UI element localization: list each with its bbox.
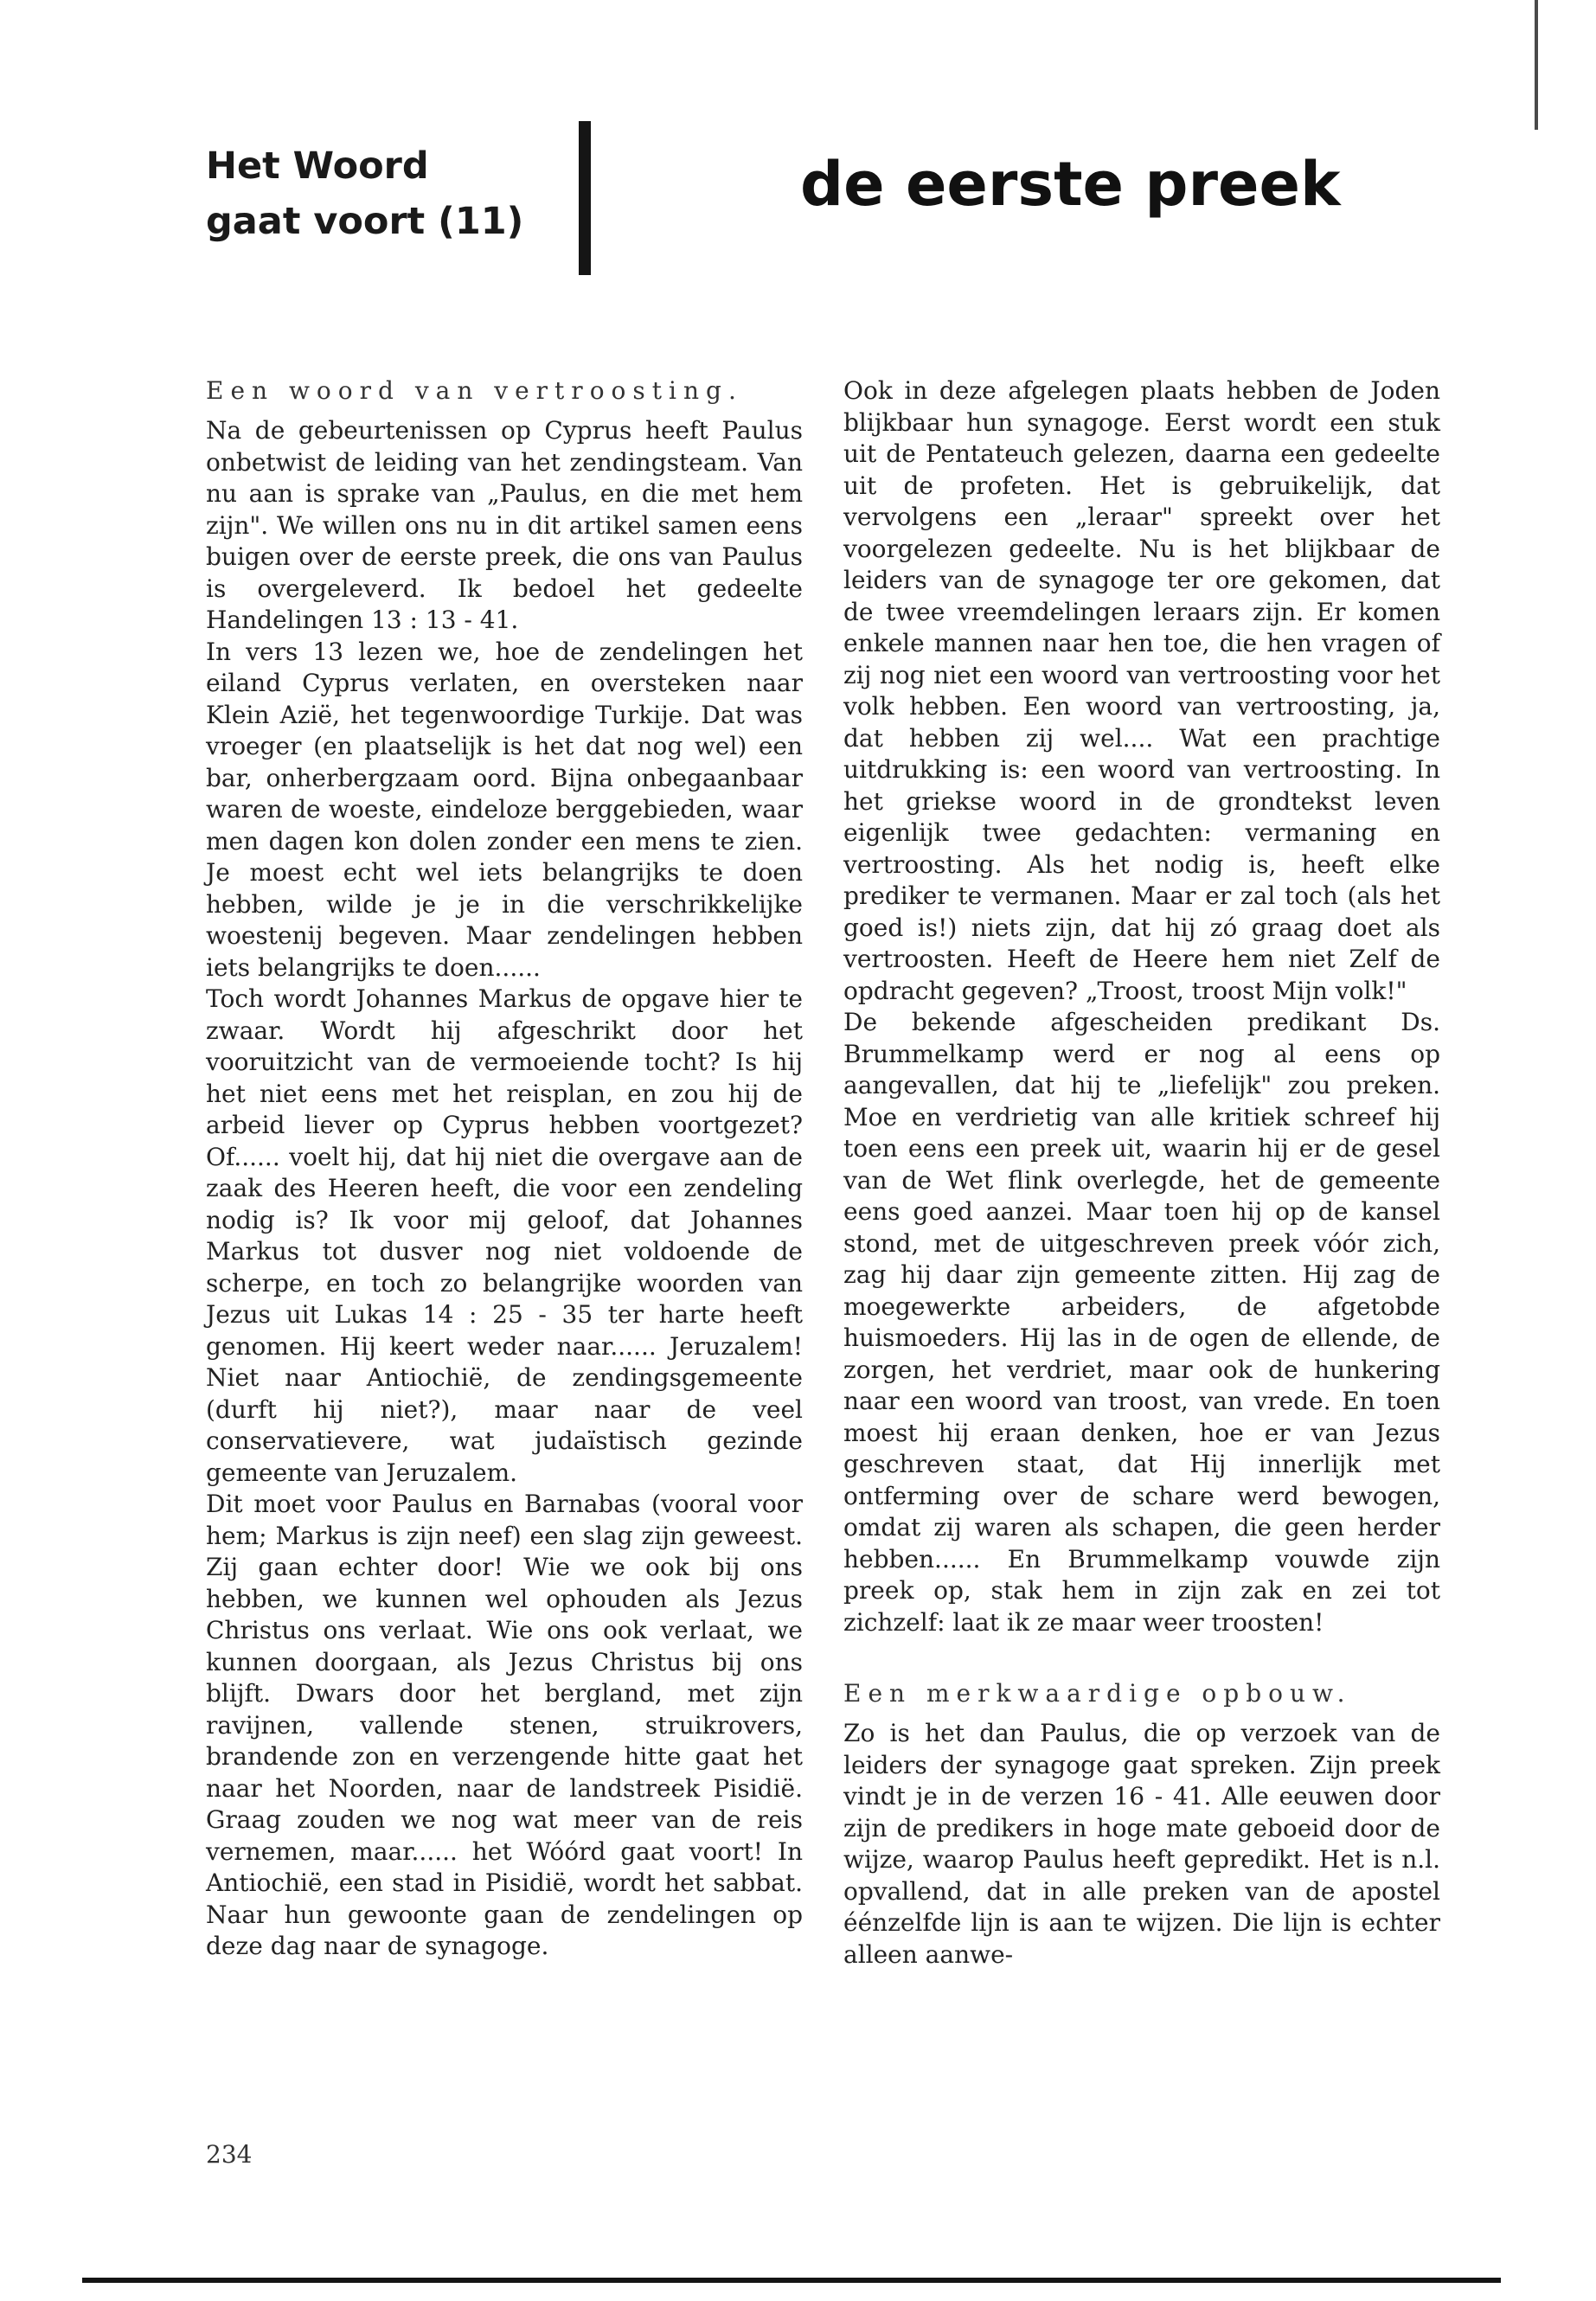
paragraph: Toch wordt Johannes Markus de opgave hier te zwaar. Wordt hij afgeschrikt door het vooruitzicht van de vermoeiende tocht? Is hij het niet eens met het reisplan, en zou hij de arbeid liever op Cyprus hebben voortgezet? Of...... voelt hij, dat hij niet die overgave aan de zaak des Heeren heeft, die voor een zendeling nodig is? Ik voor mij geloof, dat Johannes Markus tot dusver nog niet voldoende de scherpe, en toch zo belangrijke woorden van Jezus uit Lukas 14 : 25 - 35 ter harte heeft genomen. Hij keert weder naar...... Jeruzalem! Niet naar Antiochië, de zendingsgemeente (durft hij niet?), maar naar de veel conservatievere, wat judaïstisch gezinde gemeente van Jeruzalem. [206,984,803,1487]
series-title-line1: Het Woord [206,144,429,188]
paragraph: Zo is het dan Paulus, die op verzoek van de leiders der synagoge gaat spreken. Zijn preek vindt je in de verzen 16 - 41. Alle eeuwen door zijn de predikers in hoge mate geboeid door de wijze, waarop Paulus heeft gepredikt. Het is n.l. opvallend, dat in alle preken van de apostel éénzelfde lijn is aan te wijzen. Die lijn is echter alleen aanwe- [843,1719,1440,1969]
title-divider-bar [579,121,591,275]
section-heading-opbouw: Een merkwaardige opbouw. [843,1679,1352,1708]
paragraph: Dit moet voor Paulus en Barnabas (vooral voor hem; Markus is zijn neef) een slag zijn geweest. Zij gaan echter door! Wie we ook bij ons hebben, we kunnen wel ophouden als Jezus Christus ons verlaat. Wie ons ook verlaat, we kunnen doorgaan, als Jezus Christus bij ons blijft. Dwars door het bergland, met zijn ravijnen, vallende stenen, struikrovers, brandende zon en verzengende hitte gaat het naar het Noorden, naar de landstreek Pisidië. Graag zouden we nog wat meer van de reis vernemen, maar...... het Wóórd gaat voort! In Antiochië, een stad in Pisidië, wordt het sabbat. Naar hun gewoonte gaan de zendelingen op deze dag naar de synagoge. [206,1490,803,1960]
right-column [843,375,1440,1971]
scan-edge-mark [1535,0,1538,130]
series-title [206,138,523,249]
paragraph: Na de gebeurtenissen op Cyprus heeft Paulus onbetwist de leiding van het zendingsteam. Van nu aan is sprake van „Paulus, en die met hem zijn". We willen ons nu in dit artikel samen eens buigen over de eerste preek, die ons van Paulus is overgeleverd. Ik bedoel het gedeelte Handelingen 13 : 13 - 41. [206,416,803,634]
series-title-line2: gaat voort (11) [206,200,524,243]
article-title: de eerste preek [800,149,1341,220]
paragraph: Ook in deze afgelegen plaats hebben de Joden blijkbaar hun synagoge. Eerst wordt een stuk uit de Pentateuch gelezen, daarna een gedeelte uit de profeten. Het is gebruikelijk, dat vervolgens een „leraar" spreekt over het voorgelezen gedeelte. Nu is het blijkbaar de leiders van de synagoge ter ore gekomen, dat de twee vreemdelingen leraars zijn. Er komen enkele mannen naar hen toe, die hen vragen of zij nog niet een woord van vertroosting voor het volk hebben. Een woord van vertroosting, ja, dat hebben zij wel.... Wat een prachtige uitdrukking is: een woord van vertroosting. In het griekse woord in de grondtekst leven eigenlijk twee gedachten: vermaning en vertroosting. Als het nodig is, heeft elke prediker te vermanen. Maar er zal toch (als het goed is!) niets zijn, dat hij zó graag doet als vertroosten. Heeft de Heere hem niet Zelf de opdracht gegeven? „Troost, troost Mijn volk!" [843,376,1440,1005]
left-column [206,375,803,1963]
paragraph: In vers 13 lezen we, hoe de zendelingen het eiland Cyprus verlaten, en oversteken naar Klein Azië, het tegenwoordige Turkije. Dat was vroeger (en plaatselijk is het dat nog wel) een bar, onherbergzaam oord. Bijna onbegaanbaar waren de woeste, eindeloze berggebieden, waar men dagen kon dolen zonder een mens te zien. Je moest echt wel iets belangrijks te doen hebben, wilde je je in die verschrikkelijke woestenij begeven. Maar zendelingen hebben iets belangrijks te doen...... [206,637,803,982]
section-heading-vertroosting: Een woord van vertroosting. [206,376,743,405]
bottom-rule [82,2278,1501,2283]
paragraph: De bekende afgescheiden predikant Ds. Brummelkamp werd er nog al eens op aangevallen, dat hij te „liefelijk" zou preken. Moe en verdrietig van alle kritiek schreef hij toen eens een preek uit, waarin hij er de gesel van de Wet flink overlegde, het de gemeente eens goed aanzei. Maar toen hij op de kansel stond, met de uitgeschreven preek vóór zich, zag hij daar zijn gemeente zitten. Hij zag de moegewerkte arbeiders, de afgetobde huismoeders. Hij las in de ogen de ellende, de zorgen, het verdriet, maar ook de hunkering naar een woord van troost, van vrede. En toen moest hij eraan denken, hoe er van Jezus geschreven staat, dat Hij innerlijk met ontferming over de schare werd bewogen, omdat zij waren als schapen, die geen herder hebben...... En Brummelkamp vouwde zijn preek op, stak hem in zijn zak en zei tot zichzelf: laat ik ze maar weer troosten! [843,1008,1440,1637]
page-number: 234 [206,2140,253,2169]
